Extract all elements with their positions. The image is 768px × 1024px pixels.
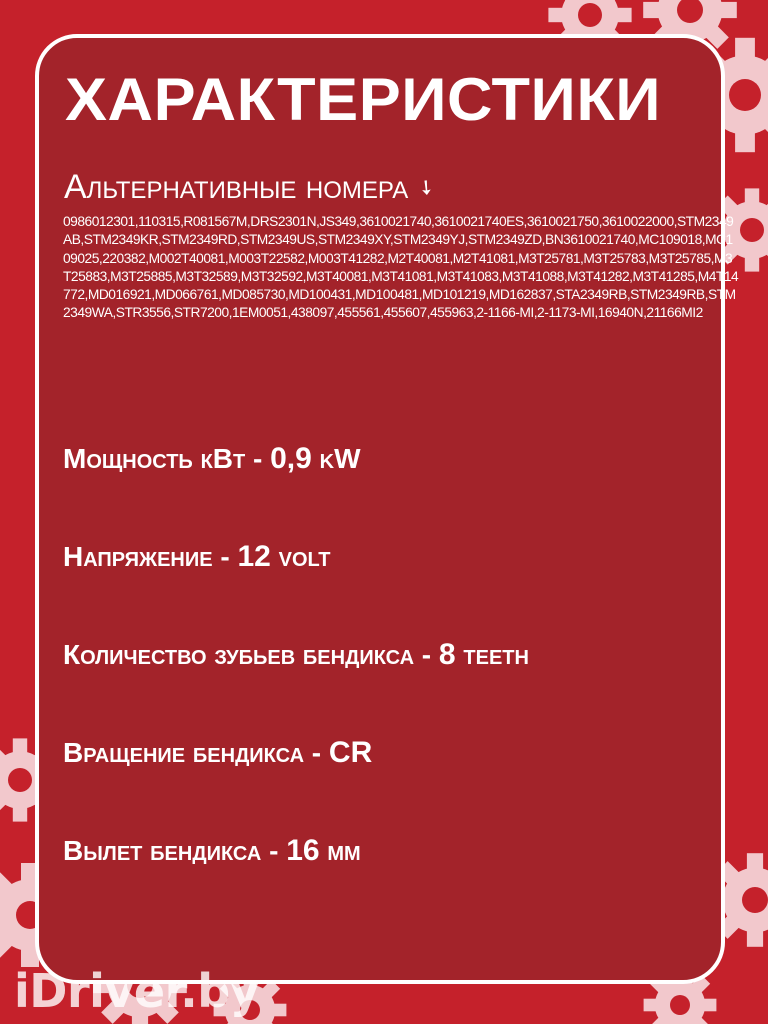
spec-value: 8 <box>438 638 456 671</box>
spec-label: Вылет бендикса <box>63 835 262 866</box>
spec-offset: Вылет бендикса - 16 мм <box>63 834 361 867</box>
spec-unit: teeth <box>463 639 529 670</box>
spec-label: Количество зубьев бендикса <box>63 639 415 670</box>
spec-unit: мм <box>327 835 361 866</box>
alt-numbers-list: 0986012301,110315,R081567M,DRS2301N,JS349,3610021740,3610021740ES,3610021750,3610022000,STM2349AB,STM2349KR,STM2349RD,STM2349US,STM2349XY,STM2349YJ,STM2349ZD,BN3610021740,MC109018,MC109025,220382,M002T40081,M003T22582,M003T41282,M2T40081,M2T41081,M3T25781,M3T25783,M3T25785,M3T25883,M3T25885,M3T32589,M3T32592,M3T40081,M3T41081,M3T41083,M3T41088,M3T41282,M3T41285,M4T14772,MD016921,MD066761,MD085730,MD100431,MD100481,MD101219,MD162837,STA2349RB,STM2349RB,STM2349WA,STR3556,STR7200,1EM0051,438097,455561,455607,455963,2-1166-MI,2-1173-MI,16940N,21166MI2 <box>63 214 739 321</box>
spec-rotation: Вращение бендикса - CR <box>63 736 373 769</box>
spec-value: 0,9 <box>270 442 312 475</box>
spec-power: Мощность кВт - 0,9 kW <box>63 442 361 475</box>
alt-numbers-heading <box>64 168 440 207</box>
characteristics-card <box>35 34 739 984</box>
arrow-down-right-icon: ➘ <box>412 174 440 202</box>
spec-teeth: Количество зубьев бендикса - 8 teeth <box>63 638 529 671</box>
spec-unit: volt <box>278 541 331 572</box>
alt-numbers-heading-label: Альтернативные номера <box>64 168 409 206</box>
watermark: iDriver.by <box>14 964 260 1018</box>
spec-label: Мощность кВт <box>63 443 246 474</box>
spec-value: 16 <box>286 834 320 867</box>
spec-voltage: Напряжение - 12 volt <box>63 540 331 573</box>
spec-label: Вращение бендикса <box>63 737 305 768</box>
spec-unit: kW <box>319 443 361 474</box>
spec-value: CR <box>328 736 373 769</box>
spec-label: Напряжение <box>63 541 213 572</box>
page-title: ХАРАКТЕРИСТИКИ <box>65 66 662 133</box>
spec-value: 12 <box>237 540 271 573</box>
